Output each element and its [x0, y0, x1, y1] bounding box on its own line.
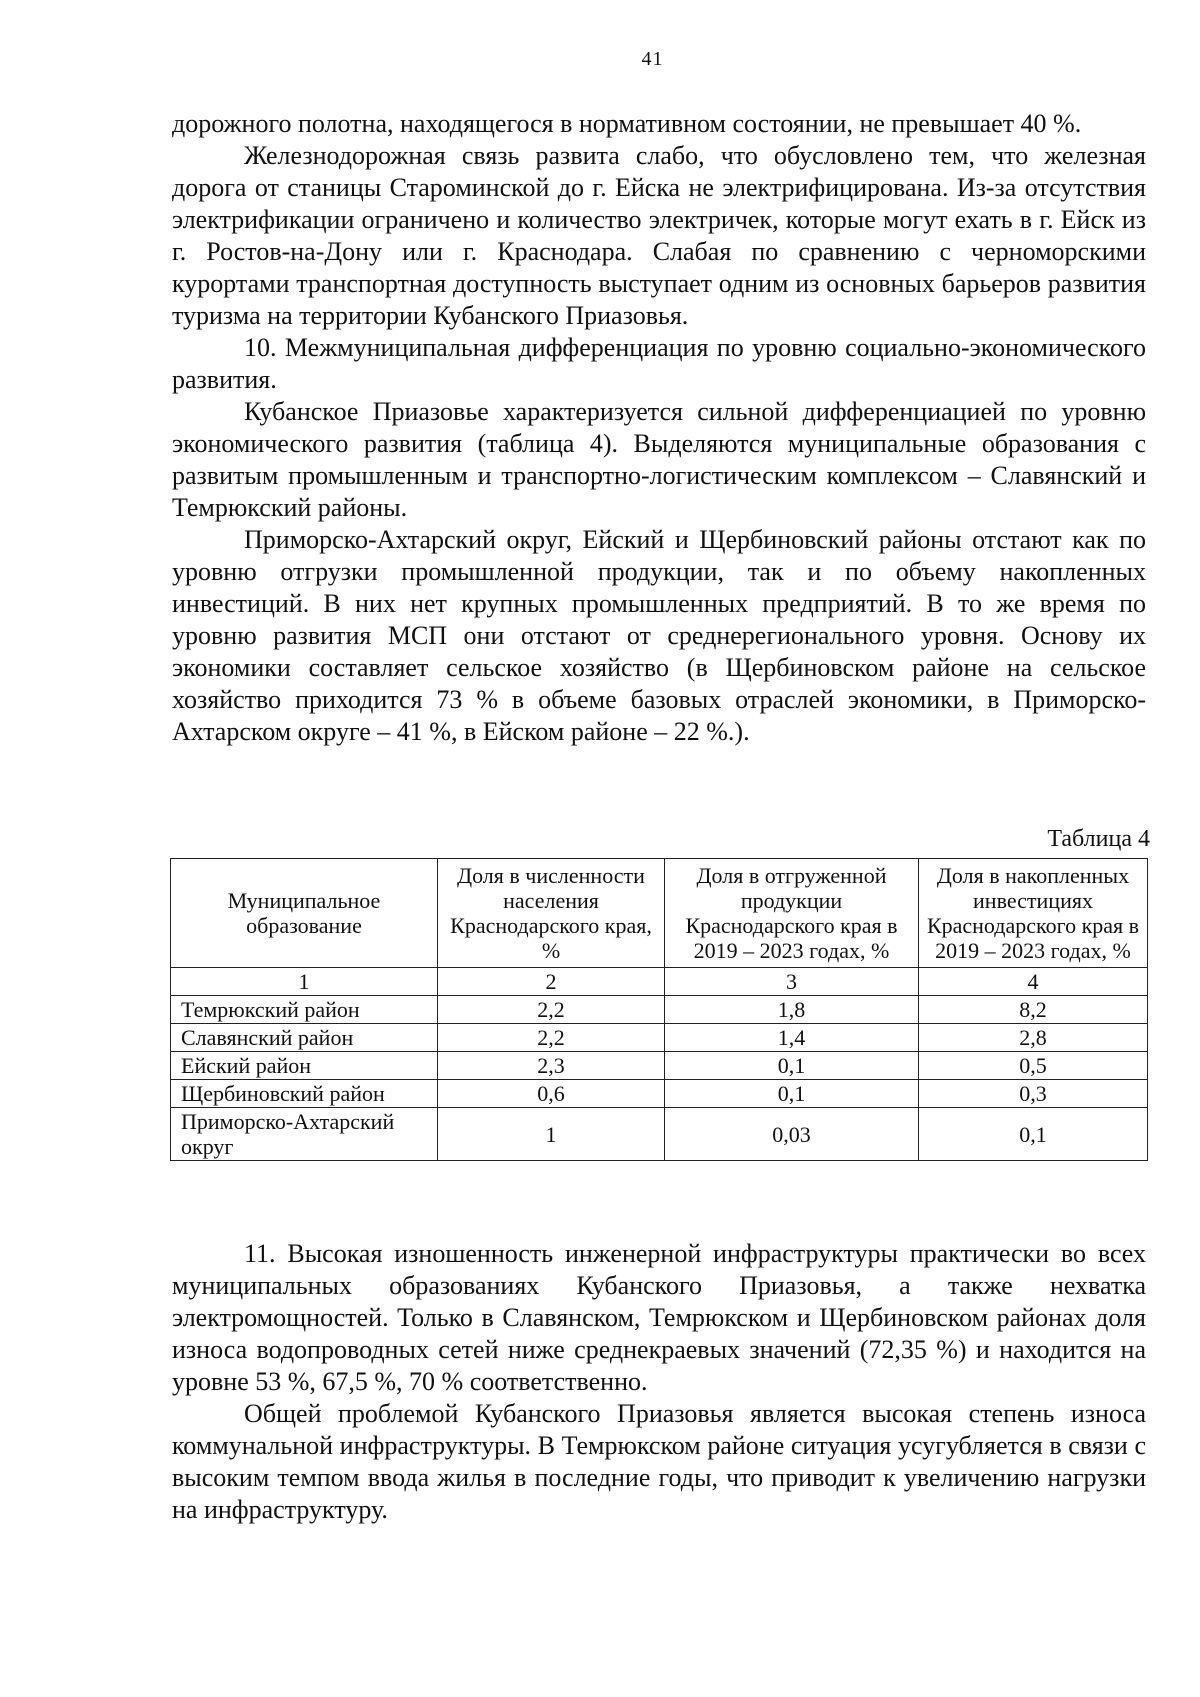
page-number: 41 — [641, 48, 664, 70]
table-header-cell: Доля в накопленных инвестициях Краснодарского края в 2019 – 2023 годах, % — [919, 859, 1148, 968]
table-row — [171, 1024, 1148, 1052]
table-cell: 0,6 — [438, 1080, 665, 1108]
paragraph: дорожного полотна, находящегося в нормативном состоянии, не превышает 40 %. — [172, 109, 1082, 138]
table-column-number-row — [171, 968, 1148, 996]
column-number-cell: 1 — [171, 968, 438, 996]
table-cell: 2,2 — [438, 1024, 665, 1052]
column-number-cell: 4 — [919, 968, 1148, 996]
table-caption: Таблица 4 — [1047, 826, 1150, 852]
paragraph: Железнодорожная связь развита слабо, что обусловлено тем, что железная дорога от станицы Староминской до г. Ейска не электрифицирована. Из-за отсутствия электрификации ограничено и количество электричек, которые могут ехать в г. Ейск из г. Ростов-на-Дону или г. Краснодара. Слабая по сравнению с черноморскими курортами транспортная доступность выступает одним из основных барьеров развития туризма на территории Кубанского Приазовья. — [172, 141, 1146, 330]
table-header-cell: Доля в отгруженной продукции Краснодарского края в 2019 – 2023 годах, % — [665, 859, 919, 968]
table-cell: 0,1 — [665, 1052, 919, 1080]
table-cell: 0,1 — [919, 1108, 1148, 1161]
table-cell: 1 — [438, 1108, 665, 1161]
table-cell: Приморско-Ахтарский округ — [171, 1108, 438, 1161]
table-cell: Славянский район — [171, 1024, 438, 1052]
table-row — [171, 1080, 1148, 1108]
table-cell: 2,3 — [438, 1052, 665, 1080]
table-row — [171, 1052, 1148, 1080]
paragraph: Приморско-Ахтарский округ, Ейский и Щербиновский районы отстают как по уровню отгрузки промышленной продукции, так и по объему накопленных инвестиций. В них нет крупных промышленных предприятий. В то же время по уровню развития МСП они отстают от среднерегионального уровня. Основу их экономики составляет сельское хозяйство (в Щербиновском районе на сельское хозяйство приходится 73 % в объеме базовых отраслей экономики, в Приморско-Ахтарском округе – 41 %, в Ейском районе – 22 %.). — [172, 525, 1146, 746]
paragraph: Кубанское Приазовье характеризуется сильной дифференциацией по уровню экономического развития (таблица 4). Выделяются муниципальные образования с развитым промышленным и транспортно-логистическим комплексом – Славянский и Темрюкский районы. — [172, 397, 1146, 522]
table-cell: 2,2 — [438, 996, 665, 1024]
table-header-cell: Доля в численности населения Краснодарского края, % — [438, 859, 665, 968]
table-header-cell: Муниципальное образование — [171, 859, 438, 968]
table-header-row — [171, 859, 1148, 968]
table-cell: 0,03 — [665, 1108, 919, 1161]
bottom-text — [172, 1238, 1146, 1526]
paragraph: 10. Межмуниципальная дифференциация по уровню социально-экономического развития. — [172, 333, 1146, 394]
top-text — [172, 108, 1146, 748]
table-row — [171, 996, 1148, 1024]
column-number-cell: 2 — [438, 968, 665, 996]
paragraph: Общей проблемой Кубанского Приазовья является высокая степень износа коммунальной инфраструктуры. В Темрюкском районе ситуация усугубляется в связи с высоким темпом ввода жилья в последние годы, что приводит к увеличению нагрузки на инфраструктуру. — [172, 1399, 1146, 1524]
table-row — [171, 1108, 1148, 1161]
table-cell: 2,8 — [919, 1024, 1148, 1052]
table-cell: 0,3 — [919, 1080, 1148, 1108]
table-cell: 0,5 — [919, 1052, 1148, 1080]
table-cell: 1,8 — [665, 996, 919, 1024]
column-number-cell: 3 — [665, 968, 919, 996]
data-table — [170, 858, 1148, 1161]
table-cell: 8,2 — [919, 996, 1148, 1024]
table-cell: Темрюкский район — [171, 996, 438, 1024]
table-cell: Ейский район — [171, 1052, 438, 1080]
table-cell: Щербиновский район — [171, 1080, 438, 1108]
table-cell: 0,1 — [665, 1080, 919, 1108]
table-cell: 1,4 — [665, 1024, 919, 1052]
paragraph: 11. Высокая изношенность инженерной инфраструктуры практически во всех муниципальных образованиях Кубанского Приазовья, а также нехватка электромощностей. Только в Славянском, Темрюкском и Щербиновском районах доля износа водопроводных сетей ниже среднекраевых значений (72,35 %) и находится на уровне 53 %, 67,5 %, 70 % соответственно. — [172, 1239, 1146, 1396]
